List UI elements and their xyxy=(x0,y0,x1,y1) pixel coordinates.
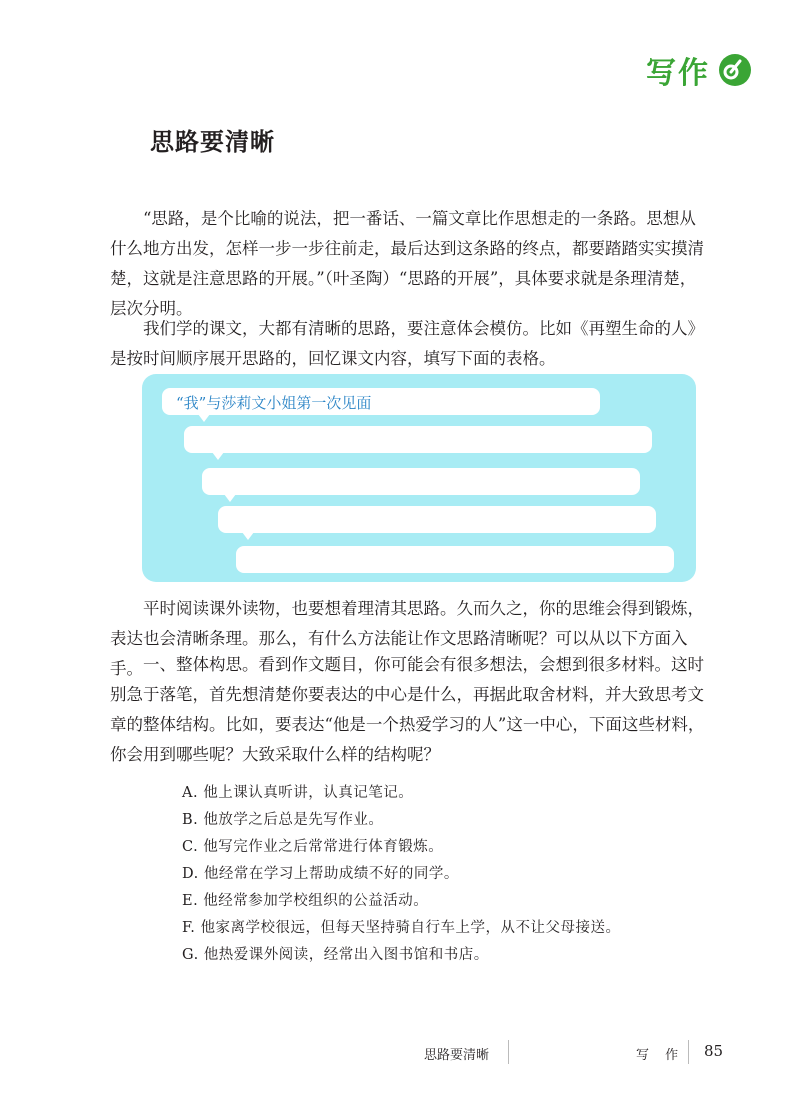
paragraph-structure: 一、整体构思。看到作文题目，你可能会有很多想法，会想到很多材料。这时别急于落笔，首先想清楚你要表达的中心是什么，再据此取舍材料，并大致思考文章的整体结构。比如，要表达“他是一个热爱学习的人”这一中心，下面这些材料，你会用到哪些呢？大致采取什么样的结构呢？ xyxy=(110,655,705,764)
option-item: B. 他放学之后总是先写作业。 xyxy=(182,812,384,828)
page-footer xyxy=(0,1040,800,1070)
option-item: E. 他经常参加学校组织的公益活动。 xyxy=(182,893,429,909)
check-badge-icon xyxy=(718,53,752,87)
paragraph-quote: “思路，是个比喻的说法，把一番话、一篇文章比作思想走的一条路。思想从什么地方出发，怎样一步一步往前走，最后达到这条路的终点，都要踏踏实实摸清楚，这就是注意思路的开展。”（叶圣陶）“思路的开展”，具体要求就是条理清楚，层次分明。 xyxy=(110,209,704,318)
material-options-list xyxy=(182,780,621,969)
table-row-text: “我”与莎莉文小姐第一次见面 xyxy=(176,394,372,412)
section-tag xyxy=(646,48,752,92)
table-row[interactable] xyxy=(184,426,652,453)
paragraph-example: 我们学的课文，大都有清晰的思路，要注意体会模仿。比如《再塑生命的人》是按时间顺序展开思路的，回忆课文内容，填写下面的表格。 xyxy=(110,319,704,368)
section-label: 写作 xyxy=(646,56,710,91)
fill-in-table xyxy=(142,374,696,582)
table-row[interactable] xyxy=(218,506,656,533)
footer-divider xyxy=(508,1040,509,1064)
table-row[interactable] xyxy=(236,546,674,573)
page-title: 思路要清晰 xyxy=(150,128,275,156)
option-item: C. 他写完作业之后常常进行体育锻炼。 xyxy=(182,839,444,855)
footer-section: 写 作 xyxy=(636,1048,685,1063)
option-item: F. 他家离学校很远，但每天坚持骑自行车上学，从不让父母接送。 xyxy=(182,920,621,936)
page-number: 85 xyxy=(704,1042,724,1060)
option-item: D. 他经常在学习上帮助成绩不好的同学。 xyxy=(182,866,459,882)
option-item: G. 他热爱课外阅读，经常出入图书馆和书店。 xyxy=(182,947,489,963)
footer-divider xyxy=(688,1040,689,1064)
paragraph-reading: 平时阅读课外读物，也要想着理清其思路。久而久之，你的思维会得到锻炼，表达也会清晰条理。那么，有什么方法能让作文思路清晰呢？可以从以下方面入手。 xyxy=(110,599,704,678)
footer-title: 思路要清晰 xyxy=(424,1048,490,1063)
table-row[interactable] xyxy=(202,468,640,495)
table-row[interactable] xyxy=(162,388,600,415)
option-item: A. 他上课认真听讲，认真记笔记。 xyxy=(182,785,414,801)
